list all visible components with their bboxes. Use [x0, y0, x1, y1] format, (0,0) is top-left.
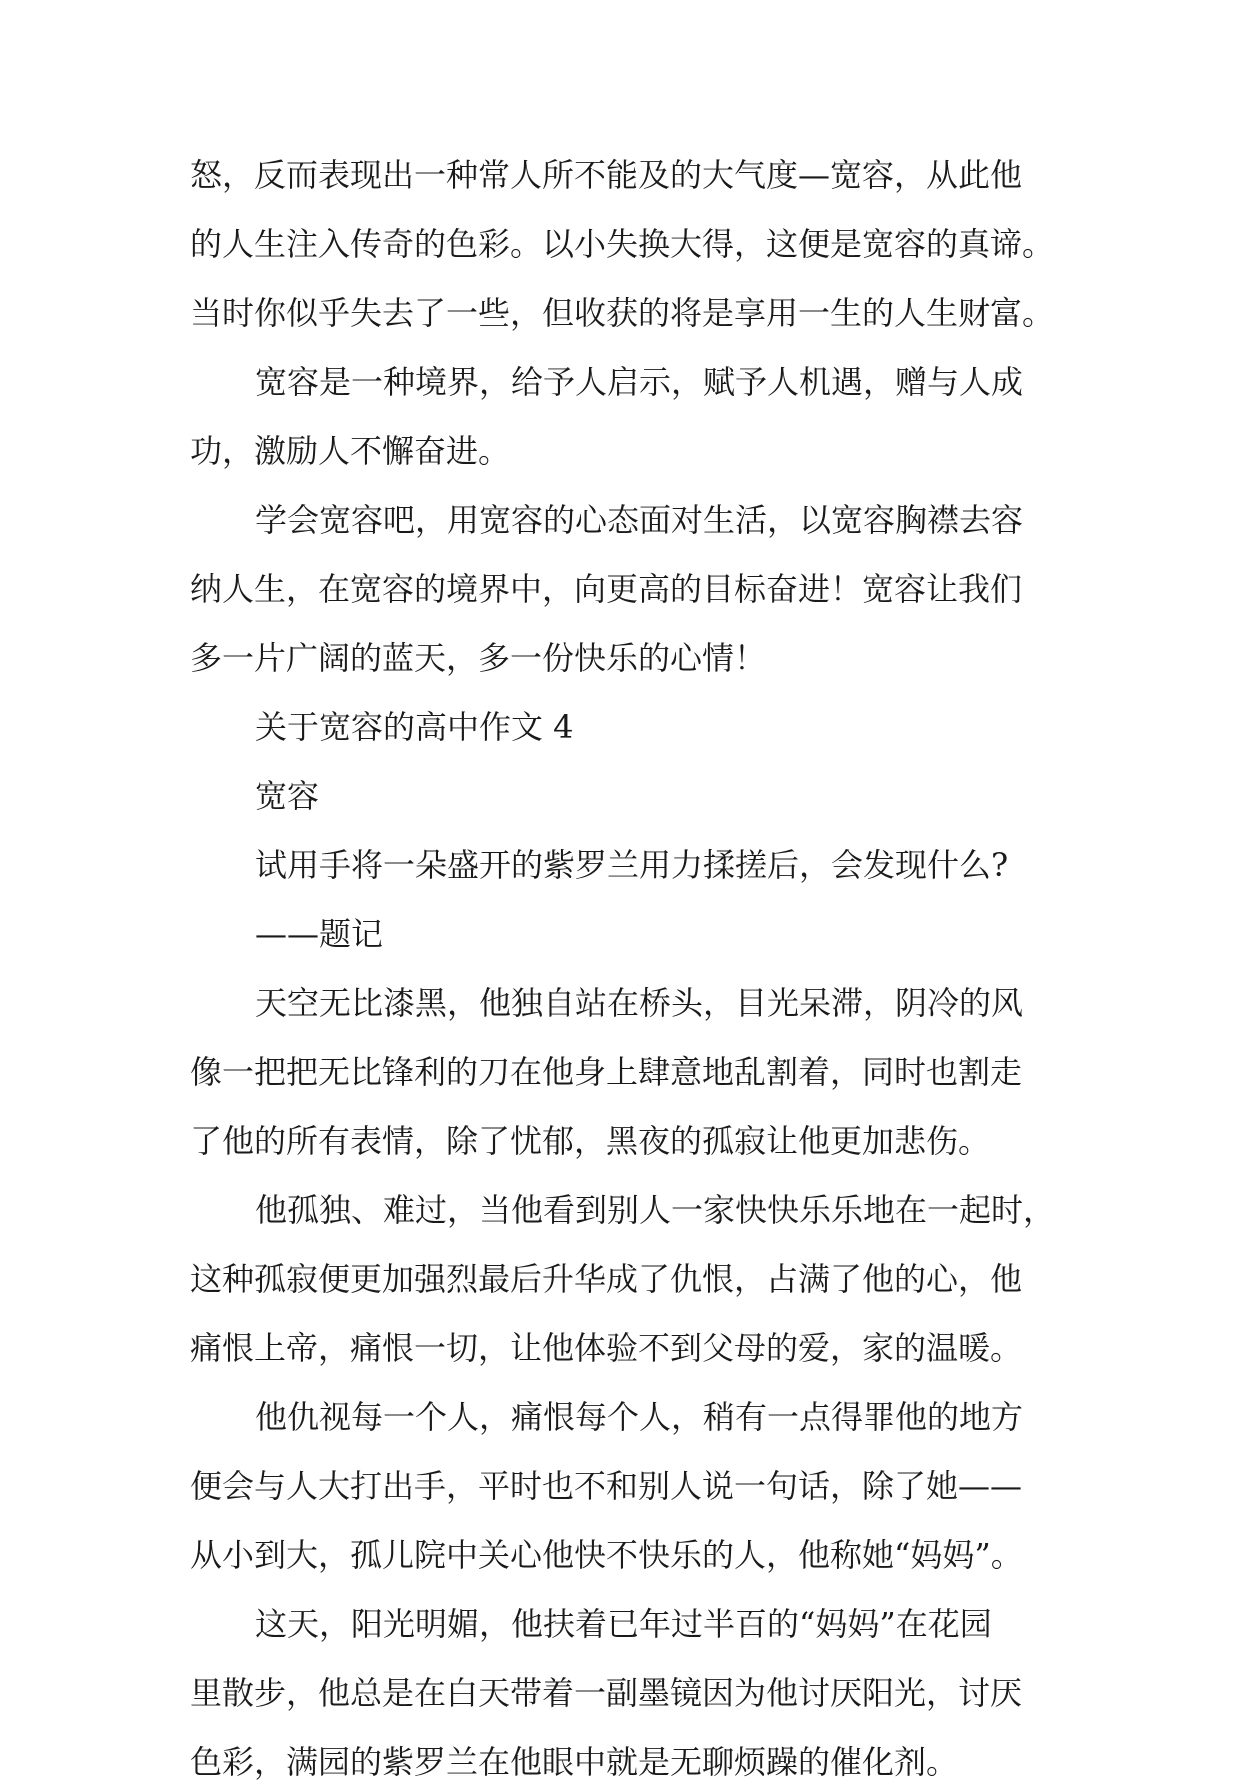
essay-title: 宽容 — [255, 777, 320, 815]
paragraph-first-line: 他孤独、难过，当他看到别人一家快快乐乐地在一起时， — [255, 1191, 1056, 1229]
text-line: 了他的所有表情，除了忧郁，黑夜的孤寂让他更加悲伤。 — [190, 1122, 991, 1160]
paragraph-first-line: 学会宽容吧，用宽容的心态面对生活，以宽容胸襟去容 — [255, 501, 1024, 539]
text-line: 便会与人大打出手，平时也不和别人说一句话，除了她—— — [190, 1467, 1023, 1505]
text-line: 色彩，满园的紫罗兰在他眼中就是无聊烦躁的催化剂。 — [190, 1743, 959, 1781]
text-line: 像一把把无比锋利的刀在他身上肆意地乱割着，同时也割走 — [190, 1053, 1023, 1091]
essay-heading: 关于宽容的高中作文 4 — [255, 708, 574, 746]
paragraph-first-line: 他仇视每一个人，痛恨每个人，稍有一点得罪他的地方 — [255, 1398, 1024, 1436]
epigraph-attribution: ——题记 — [255, 915, 384, 953]
paragraph-first-line: 这天，阳光明媚，他扶着已年过半百的“妈妈”在花园 — [255, 1605, 992, 1643]
paragraph-first-line: 天空无比漆黑，他独自站在桥头，目光呆滞，阴冷的风 — [255, 984, 1024, 1022]
text-line: 痛恨上帝，痛恨一切，让他体验不到父母的爱，家的温暖。 — [190, 1329, 1023, 1367]
paragraph-first-line: 宽容是一种境界，给予人启示，赋予人机遇，赠与人成 — [255, 363, 1024, 401]
text-line: 怒，反而表现出一种常人所不能及的大气度—宽容，从此他 — [190, 156, 1023, 194]
text-line: 纳人生，在宽容的境界中，向更高的目标奋进！宽容让我们 — [190, 570, 1023, 608]
text-line: 多一片广阔的蓝天，多一份快乐的心情！ — [190, 639, 767, 677]
text-line: 的人生注入传奇的色彩。以小失换大得，这便是宽容的真谛。 — [190, 225, 1055, 263]
epigraph: 试用手将一朵盛开的紫罗兰用力揉搓后，会发现什么? — [255, 846, 1009, 884]
text-line: 里散步，他总是在白天带着一副墨镜因为他讨厌阳光，讨厌 — [190, 1674, 1023, 1712]
text-line: 当时你似乎失去了一些，但收获的将是享用一生的人生财富。 — [190, 294, 1055, 332]
text-line: 从小到大，孤儿院中关心他快不快乐的人，他称她“妈妈”。 — [190, 1536, 1023, 1574]
text-line: 这种孤寂便更加强烈最后升华成了仇恨，占满了他的心，他 — [190, 1260, 1023, 1298]
text-line: 功，激励人不懈奋进。 — [190, 432, 511, 470]
